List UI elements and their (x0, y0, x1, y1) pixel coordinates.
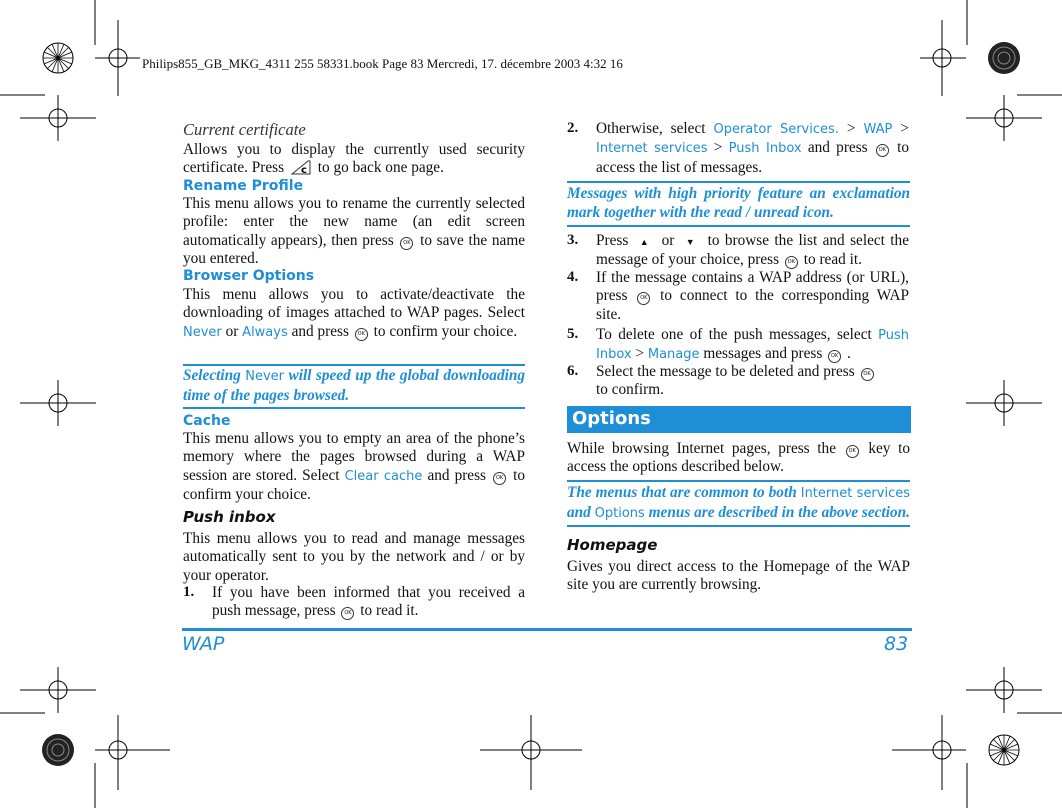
note-priority: Messages with high priority feature an exclamation mark together with the read / unread icon. (567, 185, 910, 221)
push-inbox-text: This menu allows you to read and manage messages automatically sent to you by the network and / or by your operator. (183, 530, 525, 584)
note-divider (567, 225, 910, 227)
print-header: Philips855_GB_MKG_4311 255 58331.book Page 83 Mercredi, 17. décembre 2003 4:32 16 (142, 56, 623, 71)
rename-profile-text: This menu allows you to rename the currently selected profile: enter the new name (an edit screen automatically appears), then press OK to save the name you entered. (183, 195, 526, 267)
rename-profile-heading: Rename Profile (183, 178, 304, 194)
note-divider (567, 181, 910, 183)
homepage-heading: Homepage (567, 536, 658, 554)
ok-key-icon: OK (355, 328, 368, 341)
push-step-2: Otherwise, select Operator Services. > WAP > Internet services > Push Inbox and press OK to access the list of messages. (596, 120, 910, 176)
ok-key-icon: OK (846, 445, 859, 458)
reg-mark-bottom-left (95, 715, 170, 790)
starburst-bottom-right (989, 735, 1019, 765)
reg-mark-right-upper (966, 95, 1042, 141)
reg-mark-bottom-right (892, 715, 966, 790)
push-step-5: To delete one of the push messages, select Push Inbox > Manage messages and press OK . (596, 326, 909, 363)
list-number: 6. (567, 363, 579, 379)
list-number: 5. (567, 326, 579, 342)
starburst-top-left (43, 43, 73, 73)
browser-options-heading: Browser Options (183, 268, 315, 284)
note-divider (567, 525, 910, 527)
reg-mark-left-mid (20, 380, 96, 426)
page-number: 83 (884, 633, 909, 655)
homepage-text: Gives you direct access to the Homepage of the WAP site you are currently browsing. (567, 558, 910, 594)
push-step-3: Press ▲ or ▼ to browse the list and select the message of your choice, press OK to read it. (596, 232, 909, 269)
list-number: 4. (567, 269, 579, 285)
cache-heading: Cache (183, 413, 231, 429)
ok-key-icon: OK (876, 144, 889, 157)
push-step-6: Select the message to be deleted and press OK to confirm. (596, 363, 909, 400)
reg-mark-right-lower (966, 667, 1042, 713)
ok-key-icon: OK (828, 350, 841, 363)
note-common-menus: The menus that are common to both Internet services and Options menus are described in the above section. (567, 484, 911, 521)
list-number: 1. (183, 584, 195, 600)
ok-key-icon: OK (861, 368, 874, 381)
c-key-icon (290, 159, 312, 176)
list-number: 3. (567, 232, 579, 248)
list-number: 2. (567, 120, 579, 136)
reg-mark-top-right (920, 20, 966, 96)
dark-target-bottom-left (42, 734, 74, 766)
up-arrow-icon: ▲ (639, 237, 651, 247)
reg-mark-left-lower (20, 667, 96, 713)
push-step-1: If you have been informed that you received a push message, press OK to read it. (212, 584, 525, 620)
note-divider (567, 480, 910, 482)
options-section-bar (567, 406, 911, 433)
svg-text:c: c (300, 165, 307, 177)
options-heading: Options (572, 408, 651, 429)
current-certificate-text: Allows you to display the currently used security certificate. Press c to go back one page. (183, 141, 525, 177)
browser-options-text: This menu allows you to activate/deactivate the downloading of images attached to WAP pages. Select Never or Always and press OK to confirm your choice. (183, 286, 525, 340)
dark-target-top-right (988, 42, 1020, 74)
current-certificate-heading: Current certificate (183, 120, 306, 139)
push-inbox-heading: Push inbox (183, 508, 276, 526)
note-never: Selecting Never will speed up the global downloading time of the pages browsed. (183, 367, 525, 404)
push-step-4: If the message contains a WAP address (or URL), press OK to connect to the corresponding WAP site. (596, 269, 910, 323)
footer-rule (182, 628, 912, 631)
ok-key-icon: OK (341, 607, 354, 620)
ok-key-icon: OK (400, 237, 413, 250)
reg-mark-top-left (95, 20, 140, 96)
cache-text: This menu allows you to empty an area of the phone’s memory where the pages browsed during a WAP session are stored. Select Clear cache and press OK to confirm your choice. (183, 430, 525, 503)
reg-mark-left-upper (20, 95, 96, 141)
note-divider (183, 407, 525, 409)
down-arrow-icon: ▼ (685, 237, 697, 247)
reg-mark-bottom-center (480, 715, 582, 790)
footer-chapter: WAP (182, 633, 225, 655)
ok-key-icon: OK (637, 292, 650, 305)
reg-mark-right-mid (966, 380, 1042, 426)
ok-key-icon: OK (493, 472, 506, 485)
note-divider (183, 364, 525, 366)
ok-key-icon: OK (785, 256, 798, 269)
options-text: While browsing Internet pages, press the OK key to access the options described below. (567, 440, 910, 476)
